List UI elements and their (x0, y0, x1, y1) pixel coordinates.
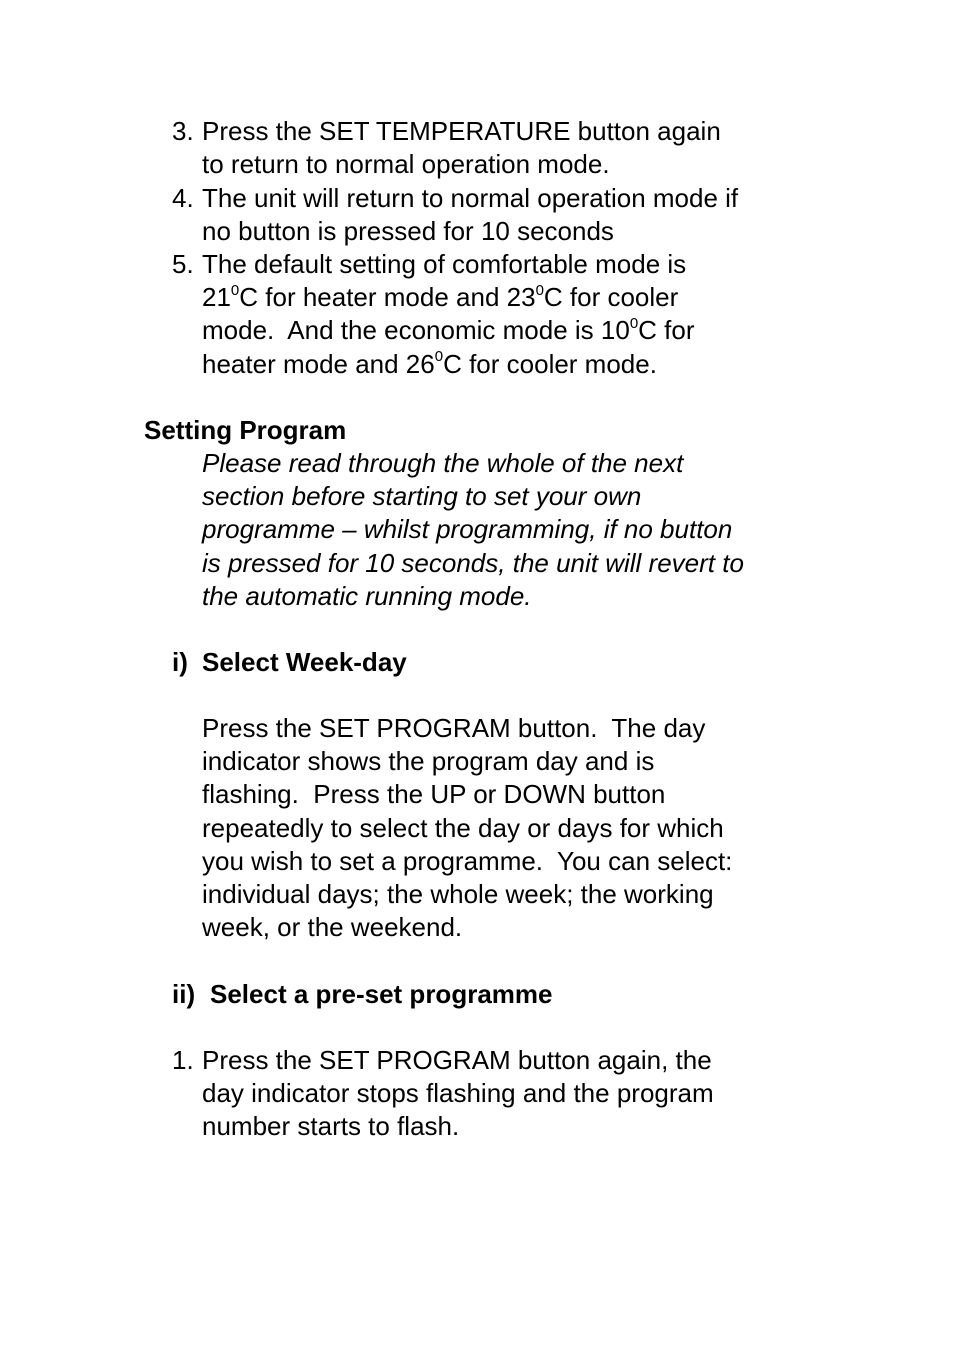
text-line: mode. And the economic mode is $10^0C$ for (202, 314, 695, 346)
subsection-label: ii) (172, 979, 196, 1009)
list-number: 1. (172, 1045, 194, 1075)
text-line: to return to normal operation mode. (202, 149, 610, 180)
list-text (202, 115, 812, 181)
text-line: day indicator stops flashing and the program (202, 1078, 714, 1109)
subsection-title: Select a pre-set programme (210, 979, 553, 1009)
text-line: flashing. Press the UP or DOWN button (202, 779, 666, 810)
text-line: Press the SET TEMPERATURE button again (202, 116, 721, 146)
text-line: no button is pressed for 10 seconds (202, 216, 614, 247)
text-line: the automatic running mode. (202, 580, 532, 611)
section-heading: Setting Program (144, 415, 347, 445)
text-line: The unit will return to normal operation mode if (202, 183, 739, 213)
list-number: 4. (172, 183, 194, 213)
text-line: individual days; the whole week; the working (202, 879, 714, 910)
text-line: programme – whilst programming, if no button (202, 514, 733, 545)
list-number: 5. (172, 249, 194, 279)
subsection-label: i) (172, 647, 188, 677)
text-line: indicator shows the program day and is (202, 746, 655, 777)
list-text (202, 248, 812, 381)
text-line: you wish to set a programme. You can select: (202, 845, 733, 876)
text-line: heater mode and $26^0C$ for cooler mode. (202, 347, 657, 379)
list-text (202, 1044, 812, 1144)
text-line: section before starting to set your own (202, 481, 642, 512)
text-line: Press the SET PROGRAM button. The day (202, 713, 706, 743)
subsection-i-paragraph (202, 712, 812, 944)
italic-note (202, 447, 822, 613)
text-line: number starts to flash. (202, 1111, 460, 1142)
list-text (202, 182, 812, 248)
text-line: week, or the weekend. (202, 912, 463, 943)
subsection-title: Select Week-day (202, 647, 407, 677)
text-line: Please read through the whole of the next (202, 448, 684, 478)
text-line: $21^0C$ for heater mode and $23^0C$ for cooler (202, 281, 679, 313)
text-line: Press the SET PROGRAM button again, the (202, 1045, 712, 1075)
text-line: is pressed for 10 seconds, the unit will revert to (202, 547, 744, 578)
list-number: 3. (172, 116, 194, 146)
text-line: repeatedly to select the day or days for which (202, 812, 724, 843)
text-line: The default setting of comfortable mode is (202, 249, 687, 279)
